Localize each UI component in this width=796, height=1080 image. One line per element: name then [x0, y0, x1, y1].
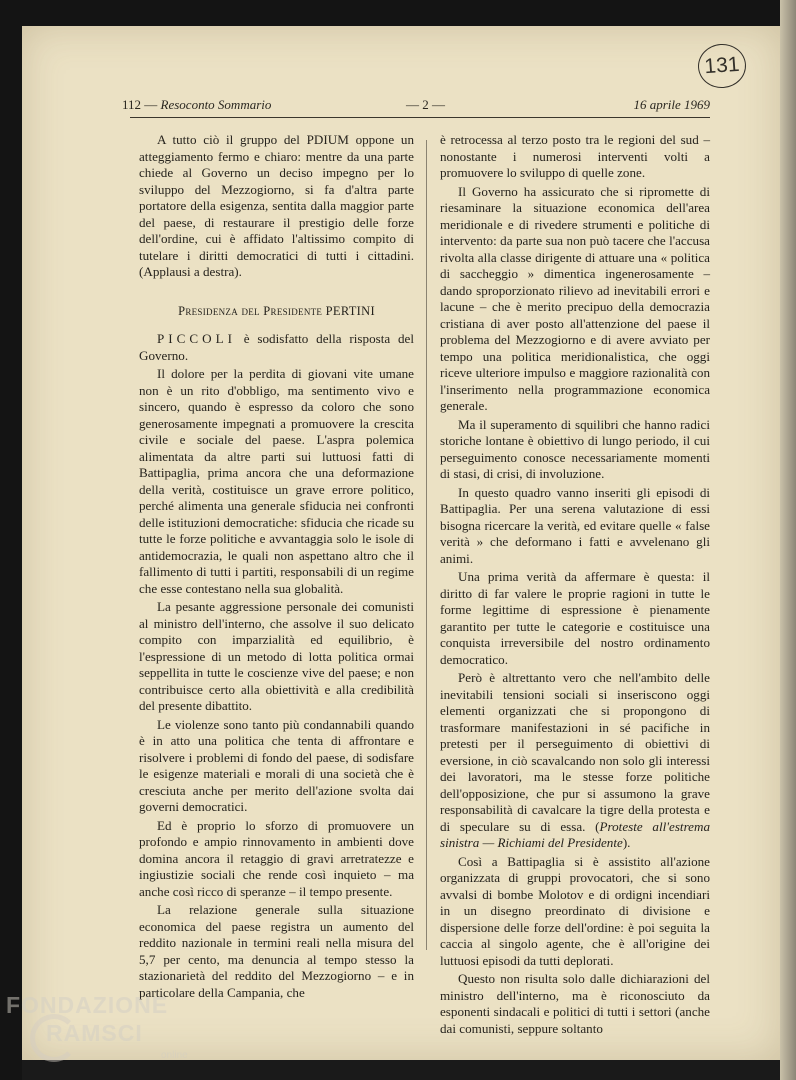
header-left: 112 — Resoconto Sommario [122, 97, 272, 112]
running-header [122, 97, 710, 117]
sheet-number: — 2 — [406, 97, 445, 112]
paragraph: Le violenze sono tanto più condannabili quando è in atto una politica che tenta di affrontare e risolvere i problemi di fondo del paese, di sodisfare le esigenze materiali e morali di una società che è cresciuta anche per merito dell'azione svolta dai governi democratici. [139, 716, 414, 814]
header-rule [130, 117, 710, 118]
paragraph: Così a Battipaglia si è assistito all'azione organizzata di gruppi provocatori, che si sono avvalsi di bombe Molotov e di ordigni incendiari in un disegno preordinato di divisione e dispersione delle forze dell'ordine: è poi seguita la caccia al singolo agente, che è all'origine dei luttuosi episodi da tutti deplorati. [440, 853, 710, 968]
paragraph: PICCOLI è sodisfatto della risposta del Governo. [139, 331, 414, 363]
column-divider [426, 140, 427, 950]
watermark-line3: online [161, 1050, 188, 1061]
speaker-name: PICCOLI [157, 331, 236, 346]
paragraph: A tutto ciò il gruppo del PDIUM oppone un atteggiamento fermo e chiaro: mentre da una parte chiede al Governo un deciso impegno per lo sviluppo del Mezzogiorno, si fa d'altra parte portatore della esigenza, sentita dalla maggior parte del paese, di restaurare il prestigio delle forze dell'ordine, cui è affidato l'altissimo compito di tutelare i diritti democratici di tutti i cittadini. (Applausi a destra). [139, 132, 414, 279]
paragraph: Una prima verità da affermare è questa: il diritto di far valere le proprie ragioni in tutte le forme legittime di espressione è pienamente garantito per tutte le categorie e costituisce una conquista irreversibile del nostro ordinamento democratico. [440, 569, 710, 667]
president-name: PERTINI [325, 303, 375, 318]
paragraph: Ma il superamento di squilibri che hanno radici storiche lontane è obiettivo di lungo periodo, il cui perseguimento conosce necessariamente momenti di stasi, di crisi, di involuzione. [440, 416, 710, 481]
paragraph: La pesante aggressione personale dei comunisti al ministro dell'interno, che assolve il suo delicato compito con imparzialità ed equilibrio, è l'espressione di un metodo di lotta politica ormai seppellita in tutte le coscienze vive del paese; e non contribuisce certo alla obiettività e alla credibilità del presente dibattito. [139, 599, 414, 713]
paragraph: In questo quadro vanno inseriti gli episodi di Battipaglia. Per una serena valutazione di essi bisogna ricercare la verità, ed evitare quelle « false verità » che deformano i fatti e avvelenano gli animi. [440, 484, 710, 566]
paragraph: è retrocessa al terzo posto tra le regioni del sud – nonostante i numerosi interventi volti a promuovere lo sviluppo di quelle zone. [440, 132, 710, 180]
paragraph: Però è altrettanto vero che nell'ambito delle inevitabili tensioni sociali si inseriscono oggi elementi organizzati che si propongono di trasformare manifestazioni in sé pacifiche in pretesti per il perseguimento di obiettivi di eversione, in ciò scavalcando non solo gli interessi dei lavoratori, ma le stesse forze politiche dell'opposizione, che pur si assumono la grave responsabilità di cavalcare la tigre della protesta e di speculare su di essa. (Proteste all'estrema sinistra — Richiami del Presidente). [440, 670, 710, 850]
publication-title: Resoconto Sommario [160, 97, 272, 112]
watermark-line1: FONDAZIONE [6, 992, 169, 1018]
archive-stamp: 131 [697, 42, 748, 89]
page-edge-bottom [22, 1060, 780, 1080]
left-column [139, 132, 414, 1003]
paragraph: Questo non risulta solo dalle dichiarazioni del ministro dell'interno, ma è riconosciuto da esponenti sindacali e politici di tutti i settori (anche dai comunisti, seppure soltanto [440, 971, 710, 1036]
right-column [440, 132, 710, 1039]
parliamentary-interjection: Proteste all'estrema sinistra — Richiami del Presidente [440, 818, 710, 850]
paragraph: Il Governo ha assicurato che si ripromette di riesaminare la situazione economica dell'area meridionale e di rivedere strumenti e politiche di intervento: da parte sua non può tacere che l'accusa rivolta alla classe dirigente di attuare una « politica di saccheggio » dimentica ingenerosamente – dando sproporzionato rilievo ad inevitabili errori e lacune – che è merito precipuo della democrazia cristiana di aver posto all'attenzione del paese il problema del Mezzogiorno e di avere avviato per tempo una politica meridionalistica, che oggi riceve ulteriore impulso e maggiore razionalità con l'inserimento nella programmazione economica generale. [440, 183, 710, 413]
header-date: 16 aprile 1969 [633, 97, 710, 112]
page-edge-right [780, 0, 796, 1080]
paragraph: Ed è proprio lo sforzo di promuovere un profondo e ampio rinnovamento in ambienti dove domina ancora il retaggio di gravi arretratezze e ingiustizie sociali che rende così inquieto – ma anche così ricco di speranze – il tempo presente. [139, 817, 414, 899]
paragraph: La relazione generale sulla situazione economica del paese registra un aumento del reddito nazionale in termini reali nella misura del 5,7 per cento, ma denuncia al tempo stesso la stazionarietà del reddito del Mezzogiorno – e in particolare della Campania, che [139, 902, 414, 1000]
paragraph: Il dolore per la perdita di giovani vite umane non è un rito d'obbligo, ma sentimento vivo e sincero, quando è espresso da coloro che sono generosamente impegnati a promuovere la crescita civile e sociale del paese. L'aspra polemica alimentata da altre parti sui luttuosi fatti di Battipaglia, prima ancora che una deformazione della verità, costituisce un grave errore politico, perché alimenta una generale sfiducia nei confronti delle istituzioni democratiche: sfiducia che ricade su tutte le forze politiche e avvantaggia solo le isole di antidemocrazia, le quali non aspettano altro che il fallimento di tutti i partiti, responsabili di un regime che esse contestano nella sua globalità. [139, 366, 414, 596]
page-number: 112 [122, 97, 142, 112]
watermark-line2: RAMSCI [46, 1020, 143, 1046]
fondazione-gramsci-watermark [6, 992, 206, 1062]
presidency-heading: Presidenza del Presidente PERTINI [178, 303, 375, 318]
